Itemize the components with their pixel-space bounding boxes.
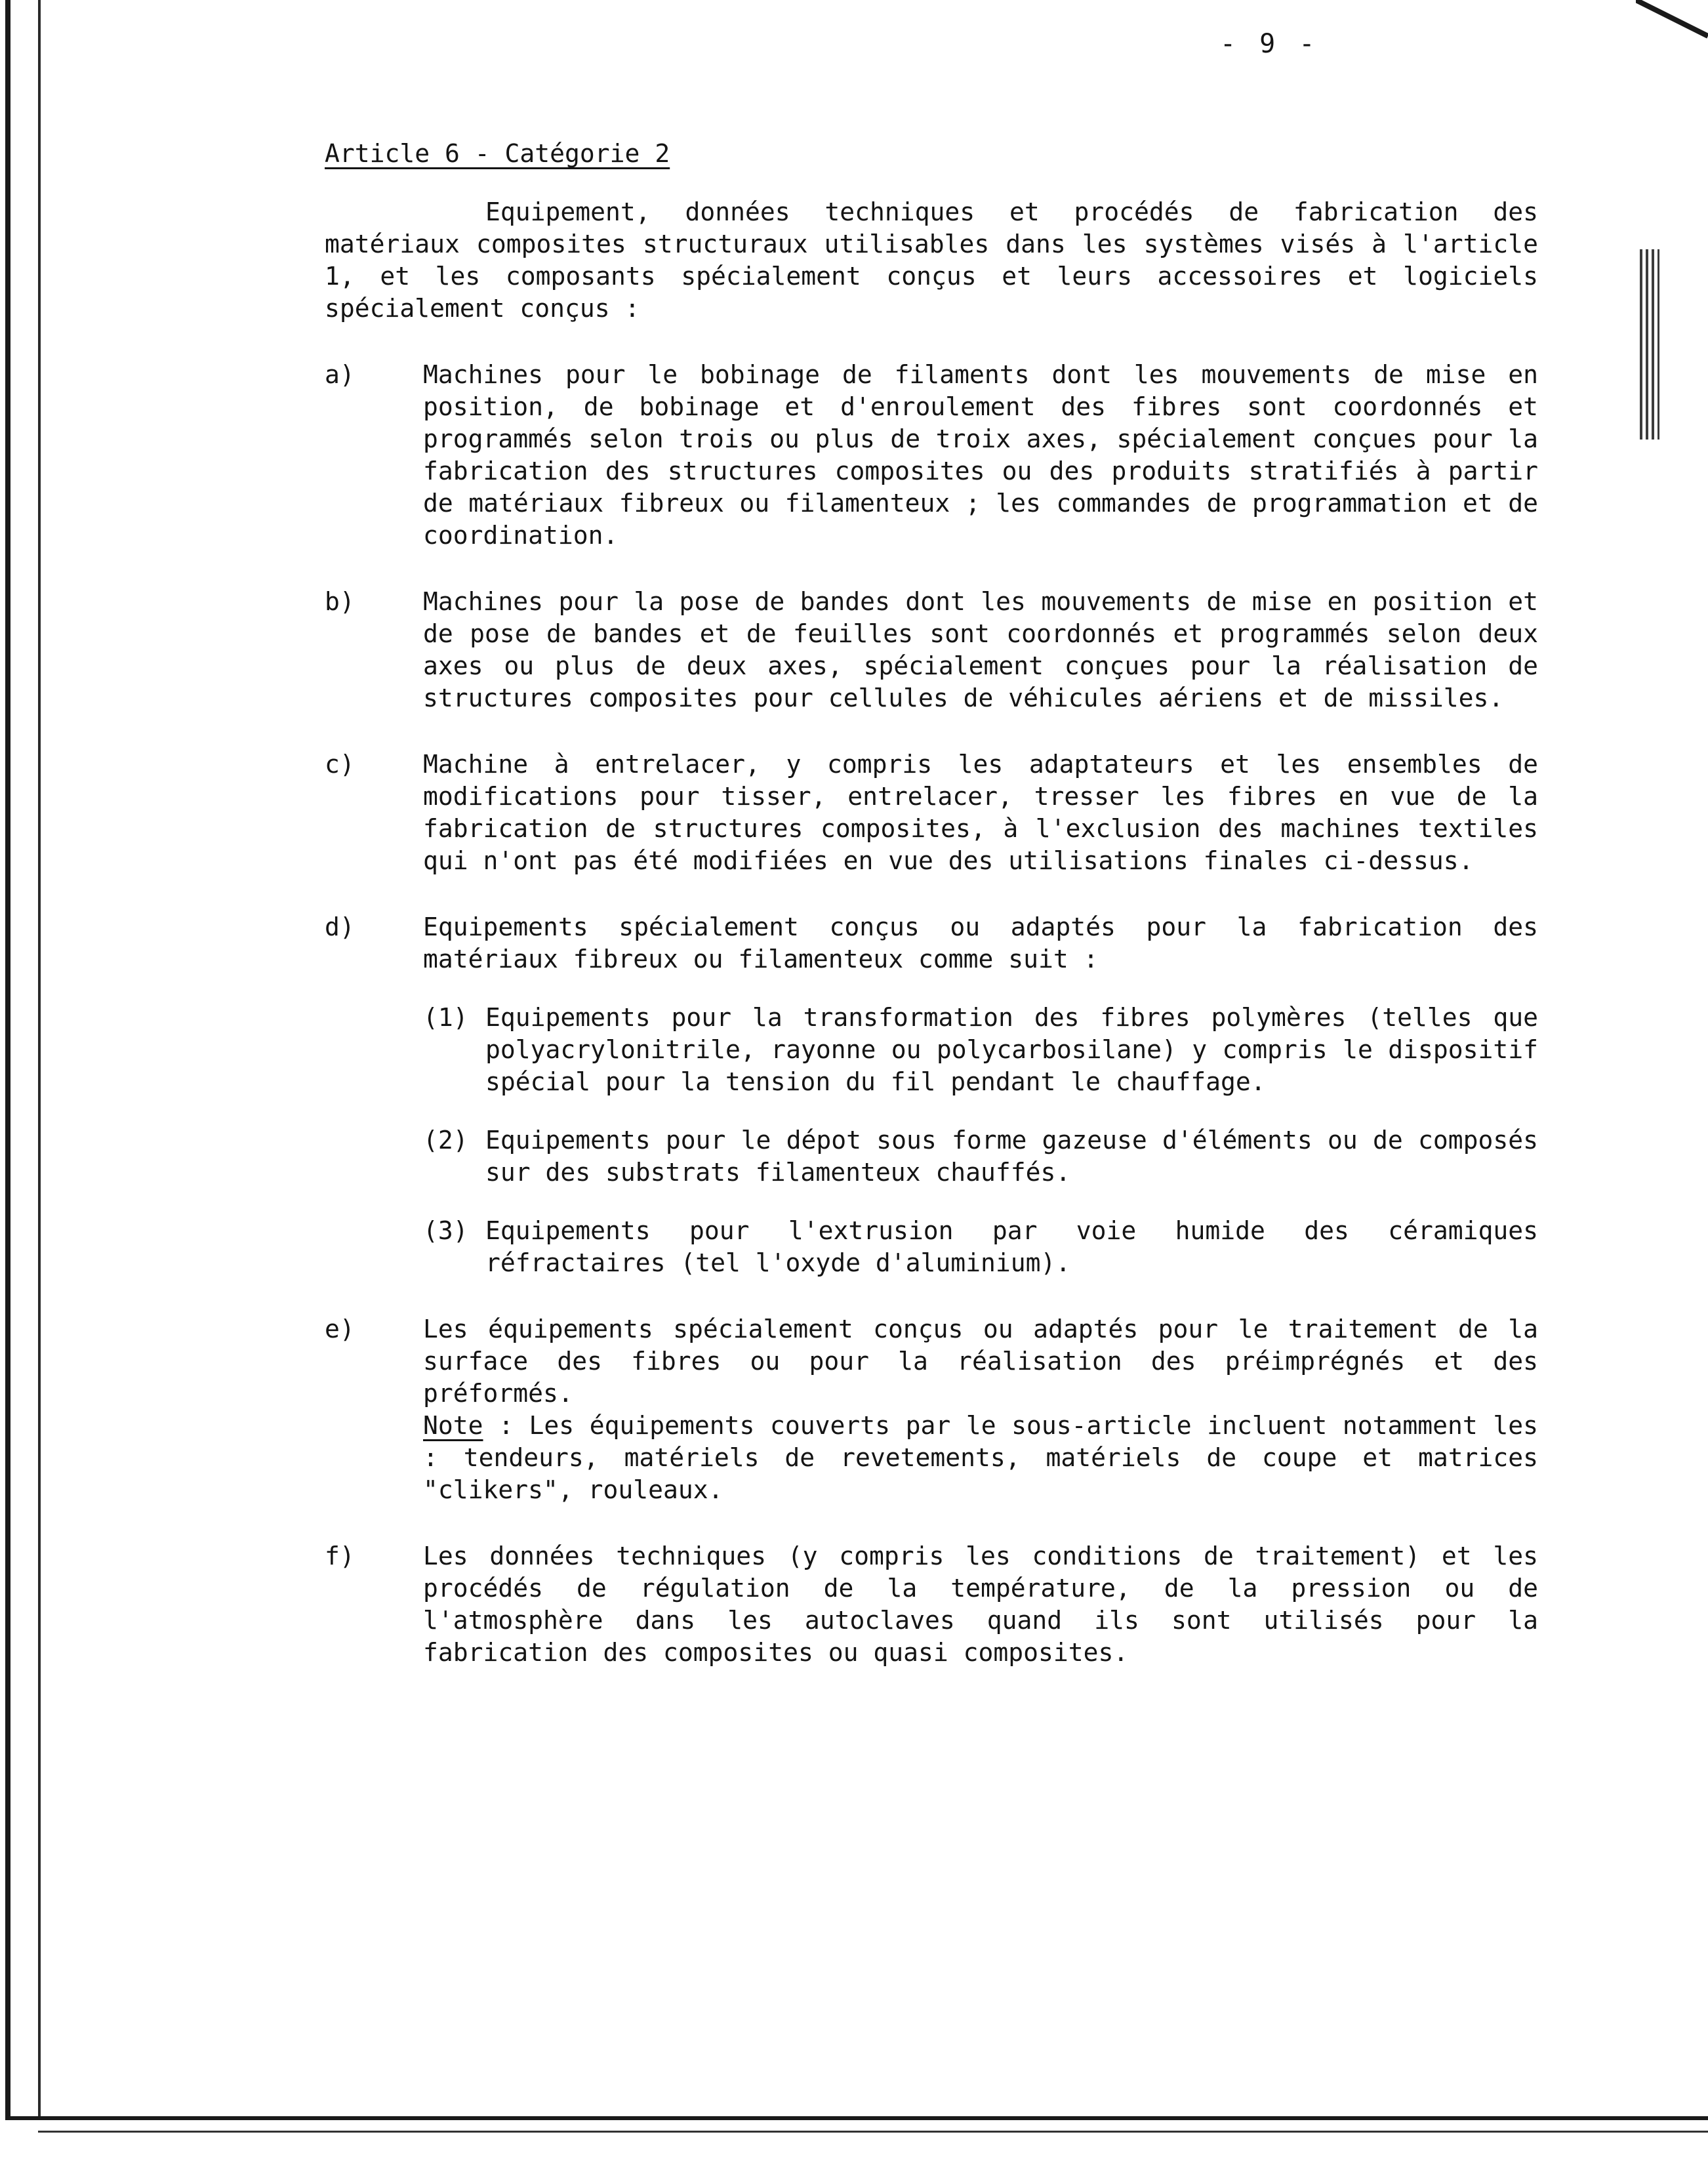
sub-item-label: (1) <box>423 1003 468 1032</box>
item-text: Machines pour la pose de bandes dont les mouvements de mise en position et de pose de bandes et de feuilles sont coordonnés et programmés selon deux axes ou plus de deux axes, spécialement conçues pour la réalisation de structures composites pour cellules de véhicules aériens et de missiles. <box>423 587 1538 712</box>
item-text: Les données techniques (y compris les conditions de traitement) et les procédés de régulation de la température, de la pression ou de l'atmosphère dans les autoclaves quand ils sont utilisés pour la fabrication des composites ou quasi composites. <box>423 1542 1538 1667</box>
scan-margin-marks <box>1640 249 1659 440</box>
item-label: a) <box>325 360 355 389</box>
scan-corner-fold <box>1636 0 1708 39</box>
list-item-f <box>325 1540 1538 1669</box>
item-text: Les équipements spécialement conçus ou adaptés pour le traitement de la surface des fibres ou pour la réalisation des préimprégnés et des préformés. <box>423 1315 1538 1408</box>
sub-item-label: (3) <box>423 1216 468 1245</box>
scan-edge-left-inner <box>38 0 41 2119</box>
sub-item-text: Equipements pour la transformation des fibres polymères (telles que polyacrylonitrile, rayonne ou polycarbosilane) y compris le dispositif spécial pour la tension du fil pendant le chauffage. <box>485 1003 1538 1096</box>
sub-item-3 <box>423 1215 1538 1279</box>
note-label: Note <box>423 1411 483 1440</box>
sub-item-label: (2) <box>423 1126 468 1155</box>
list-item-e <box>325 1313 1538 1506</box>
sub-item-1 <box>423 1002 1538 1098</box>
scan-edge-left <box>5 0 10 2119</box>
list-item-a <box>325 359 1538 552</box>
sub-item-2 <box>423 1124 1538 1189</box>
list-item-b <box>325 586 1538 714</box>
item-text: Machines pour le bobinage de filaments dont les mouvements de mise en position, de bobinage et d'enroulement des fibres sont coordonnés et programmés selon trois ou plus de troix axes, spécialement conçues pour la fabrication des structures composites ou des produits stratifiés à partir de matériaux fibreux ou filamenteux ; les commandes de programmation et de coordination. <box>423 360 1538 550</box>
note-paragraph <box>423 1410 1538 1506</box>
scan-edge-bottom-inner <box>38 2131 1708 2133</box>
item-text: Equipements spécialement conçus ou adaptés pour la fabrication des matériaux fibreux ou filamenteux comme suit : <box>423 912 1538 973</box>
list-item-c <box>325 748 1538 877</box>
item-label: b) <box>325 587 355 616</box>
item-label: e) <box>325 1315 355 1343</box>
article-heading: Article 6 - Catégorie 2 <box>325 139 670 168</box>
note-text: : Les équipements couverts par le sous-article incluent notamment les : tendeurs, matériels de revetements, matériels de coupe et matrices "clikers", rouleaux. <box>423 1411 1538 1504</box>
item-label: f) <box>325 1542 355 1570</box>
document-body <box>325 138 1538 1703</box>
list-item-d <box>325 911 1538 1279</box>
sub-item-text: Equipements pour l'extrusion par voie humide des céramiques réfractaires (tel l'oxyde d'aluminium). <box>485 1216 1538 1277</box>
item-label: c) <box>325 750 355 779</box>
scan-edge-bottom <box>5 2116 1708 2120</box>
item-label: d) <box>325 912 355 941</box>
item-text: Machine à entrelacer, y compris les adaptateurs et les ensembles de modifications pour tisser, entrelacer, tresser les fibres en vue de la fabrication de structures composites, à l'exclusion des machines textiles qui n'ont pas été modifiées en vue des utilisations finales ci-dessus. <box>423 750 1538 875</box>
sub-item-text: Equipements pour le dépot sous forme gazeuse d'éléments ou de composés sur des substrats filamenteux chauffés. <box>485 1126 1538 1187</box>
page-number: - 9 - <box>1220 29 1319 59</box>
intro-paragraph: Equipement, données techniques et procédés de fabrication des matériaux composites structuraux utilisables dans les systèmes visés à l'article 1, et les composants spécialement conçus et leurs accessoires et logiciels spécialement conçus : <box>325 197 1538 323</box>
